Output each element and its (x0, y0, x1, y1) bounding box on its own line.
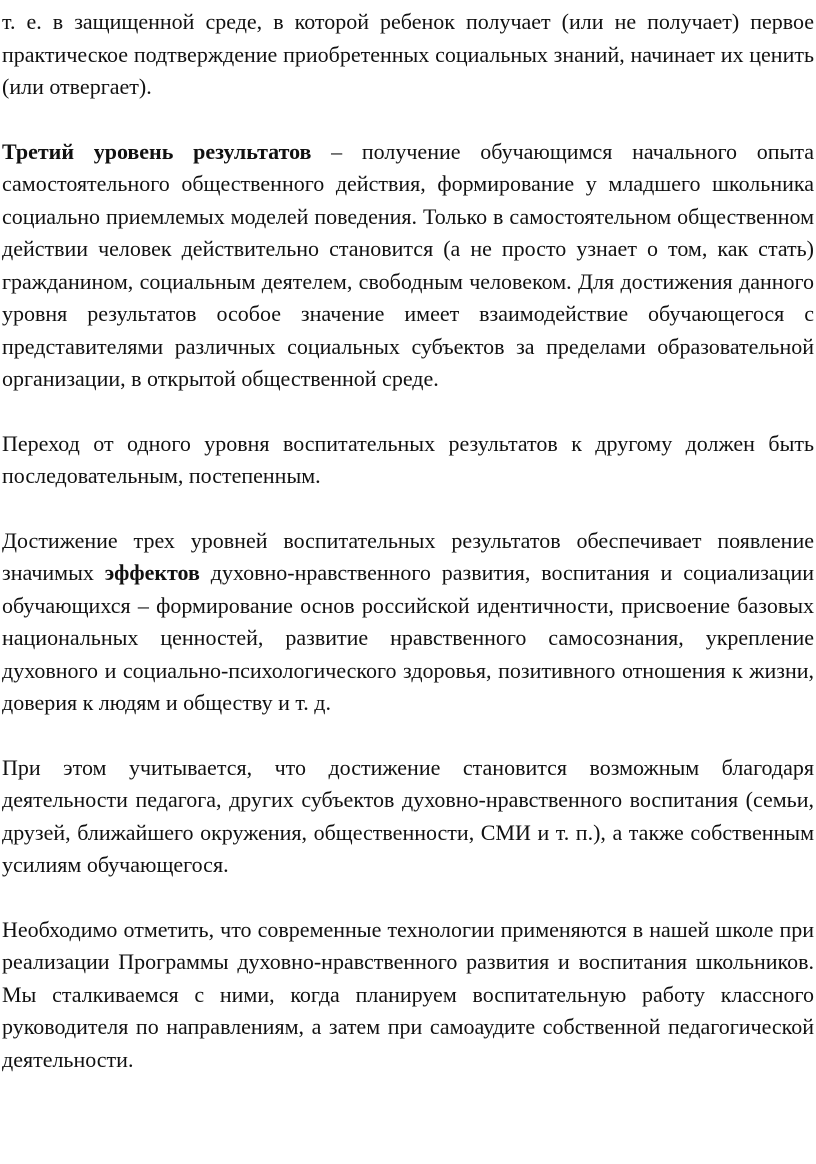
bold-heading-third-level: Третий уровень результатов (2, 138, 312, 164)
paragraph-effects (2, 525, 814, 720)
paragraph-continuation (2, 6, 814, 104)
paragraph-achievement (2, 752, 814, 882)
paragraph-text: Переход от одного уровня воспитательных результатов к другому должен быть последовательным, постепенным. (2, 430, 814, 488)
paragraph-text-before: Достижение трех уровней воспитательных результатов обеспечивает появление значимых (2, 527, 814, 585)
paragraph-text: т. е. в защищенной среде, в которой ребенок получает (или не получает) первое практическое подтверждение приобретенных социальных знаний, начинает их ценить (или отвергает). (2, 9, 814, 99)
paragraph-third-level (2, 136, 814, 396)
bold-word-effects: эффектов (104, 560, 200, 585)
paragraph-text: Необходимо отметить, что современные технологии применяются в нашей школе при реализации Программы духовно-нравственного развития и воспитания школьников. Мы сталкиваемся с ними, когда планируем воспитательную работу классного руководителя по направлениям, а затем при самоаудите собственной педагогической деятельности. (2, 916, 814, 1072)
paragraph-text-after: духовно-нравственного развития, воспитания и социализации обучающихся – формирование основ российской идентичности, присвоение базовых национальных ценностей, развитие нравственного самосознания, укрепление духовного и социально-психологического здоровья, позитивного отношения к жизни, доверия к людям и обществу и т. д. (2, 560, 815, 715)
paragraph-text: При этом учитывается, что достижение становится возможным благодаря деятельности педагога, других субъектов духовно-нравственного воспитания (семьи, друзей, ближайшего окружения, общественности, СМИ и т. п.), а также собственным усилиям обучающегося. (2, 754, 814, 877)
paragraph-text: – получение обучающимся начального опыта самостоятельного общественного действия, формирование у младшего школьника социально приемлемых моделей поведения. Только в самостоятельном общественном действии человек действительно становится (а не просто узнает о том, как стать) гражданином, социальным деятелем, свободным человеком. Для достижения данного уровня результатов особое значение имеет взаимодействие обучающегося с представителями различных социальных субъектов за пределами образовательной организации, в открытой общественной среде. (2, 138, 814, 391)
paragraph-technologies (2, 914, 814, 1077)
paragraph-transition (2, 428, 814, 493)
